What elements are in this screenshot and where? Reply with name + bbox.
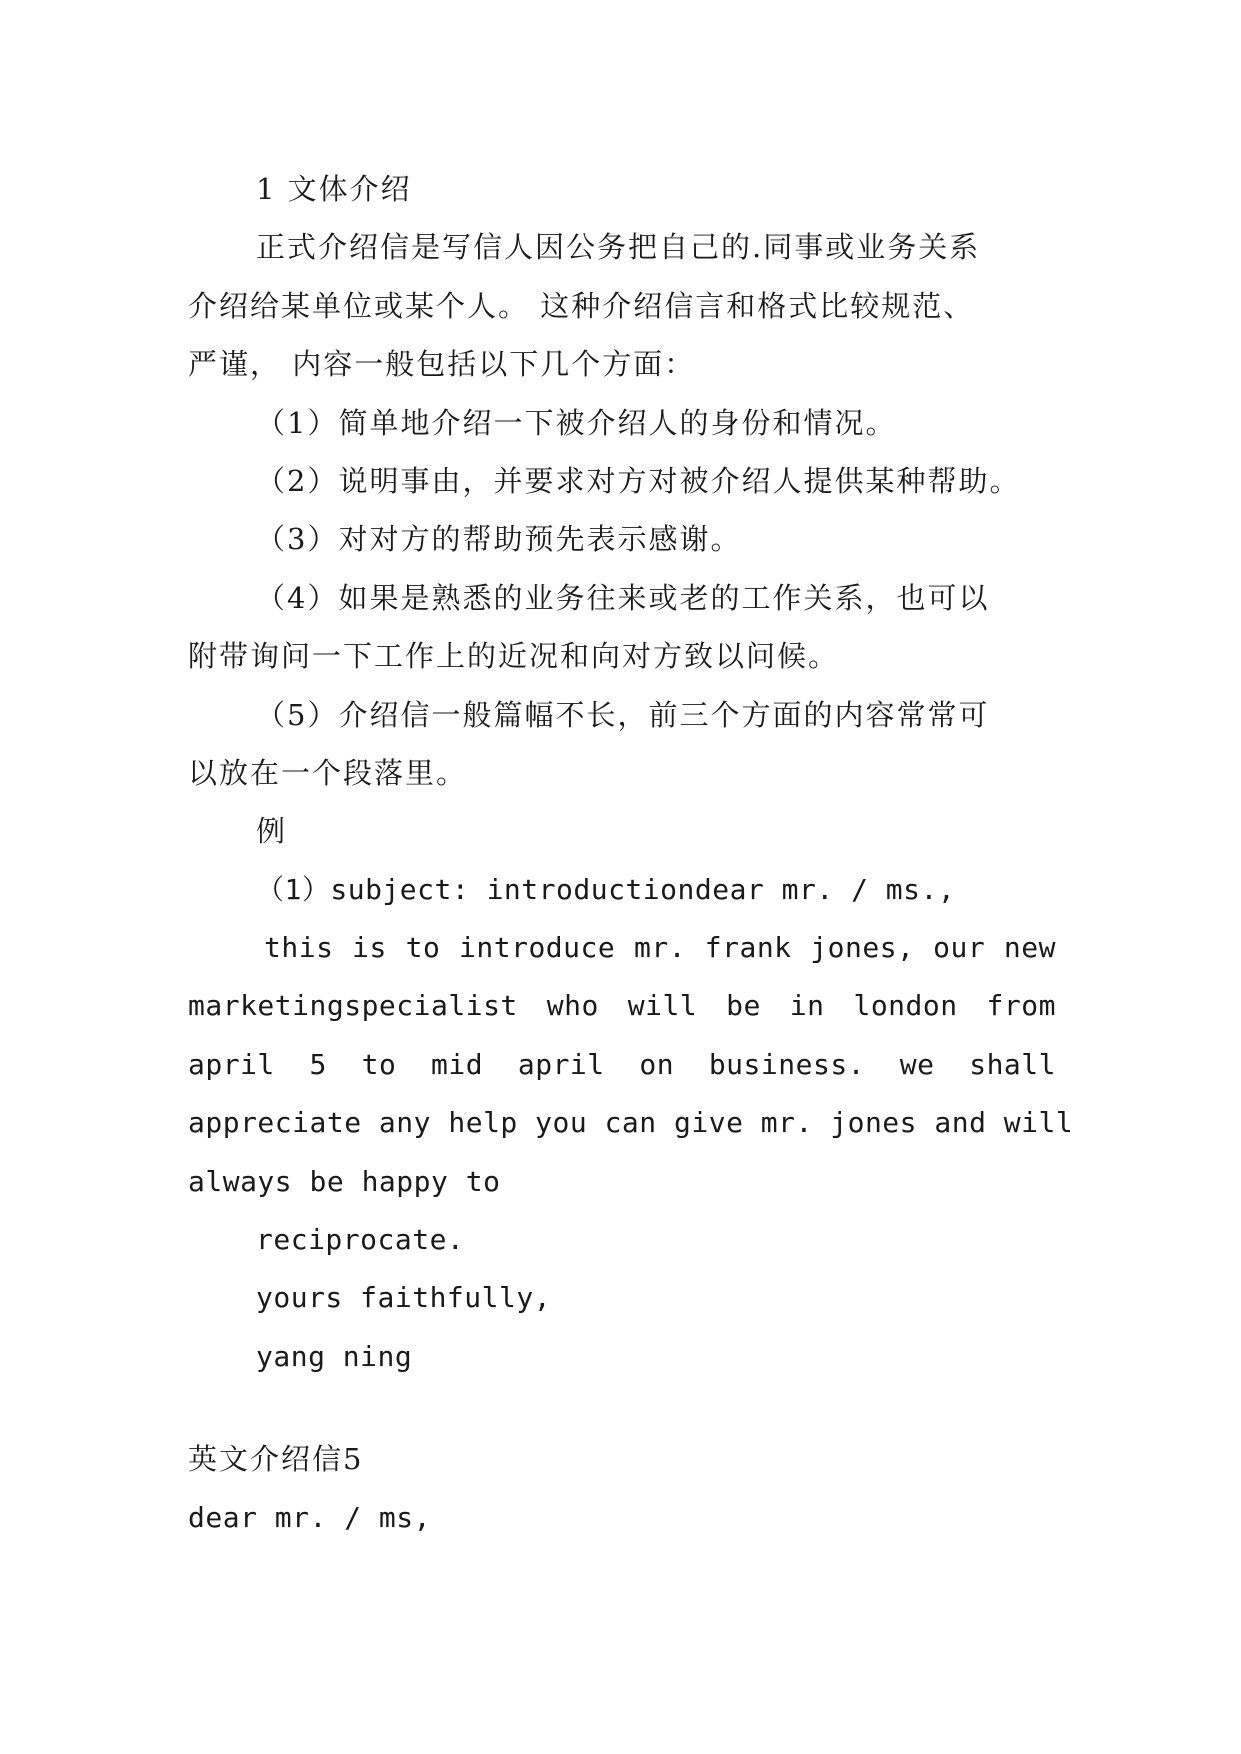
- salutation: dear mr. / ms,: [188, 1500, 432, 1534]
- section-title: 英文介绍信5: [188, 1442, 364, 1477]
- list-item-continuation: 以放在一个段落里。: [188, 755, 468, 790]
- document-page: [188, 160, 1074, 1547]
- example-body-line: marketingspecialist who will be in london from: [188, 989, 1056, 1023]
- list-item: （4）如果是熟悉的业务往来或老的工作关系，也可以: [256, 580, 990, 615]
- list-item: （5）介绍信一般篇幅不长，前三个方面的内容常常可: [256, 697, 990, 732]
- section-heading: 1 文体介绍: [256, 172, 412, 206]
- example-body-line: this is to introduce mr. frank jones, our new: [264, 931, 1056, 965]
- paragraph-line: 介绍给某单位或某个人。 这种介绍信言和格式比较规范、: [188, 288, 975, 323]
- closing-line: reciprocate.: [256, 1223, 465, 1257]
- paragraph-line: 正式介绍信是写信人因公务把自己的.同事或业务关系: [256, 230, 981, 265]
- example-body-line: appreciate any help you can give mr. jones and will: [188, 1106, 1074, 1140]
- list-item: （2）说明事由，并要求对方对被介绍人提供某种帮助。: [256, 463, 1021, 498]
- list-item: （1）简单地介绍一下被介绍人的身份和情况。: [256, 405, 897, 440]
- section-gap: [188, 1386, 1056, 1430]
- list-item-continuation: 附带询问一下工作上的近况和向对方致以问候。: [188, 639, 840, 674]
- closing-signature: yang ning: [256, 1339, 413, 1373]
- paragraph-line: 严谨， 内容一般包括以下几个方面：: [188, 347, 696, 382]
- closing-line: yours faithfully,: [256, 1281, 552, 1315]
- example-body-line: always be happy to: [188, 1164, 501, 1198]
- example-body-line: april 5 to mid april on business. we shall: [188, 1047, 1056, 1081]
- example-subject: （1）subject: introductiondear mr. / ms.,: [256, 872, 956, 906]
- example-label: 例: [256, 814, 288, 849]
- list-item: （3）对对方的帮助预先表示感谢。: [256, 522, 742, 557]
